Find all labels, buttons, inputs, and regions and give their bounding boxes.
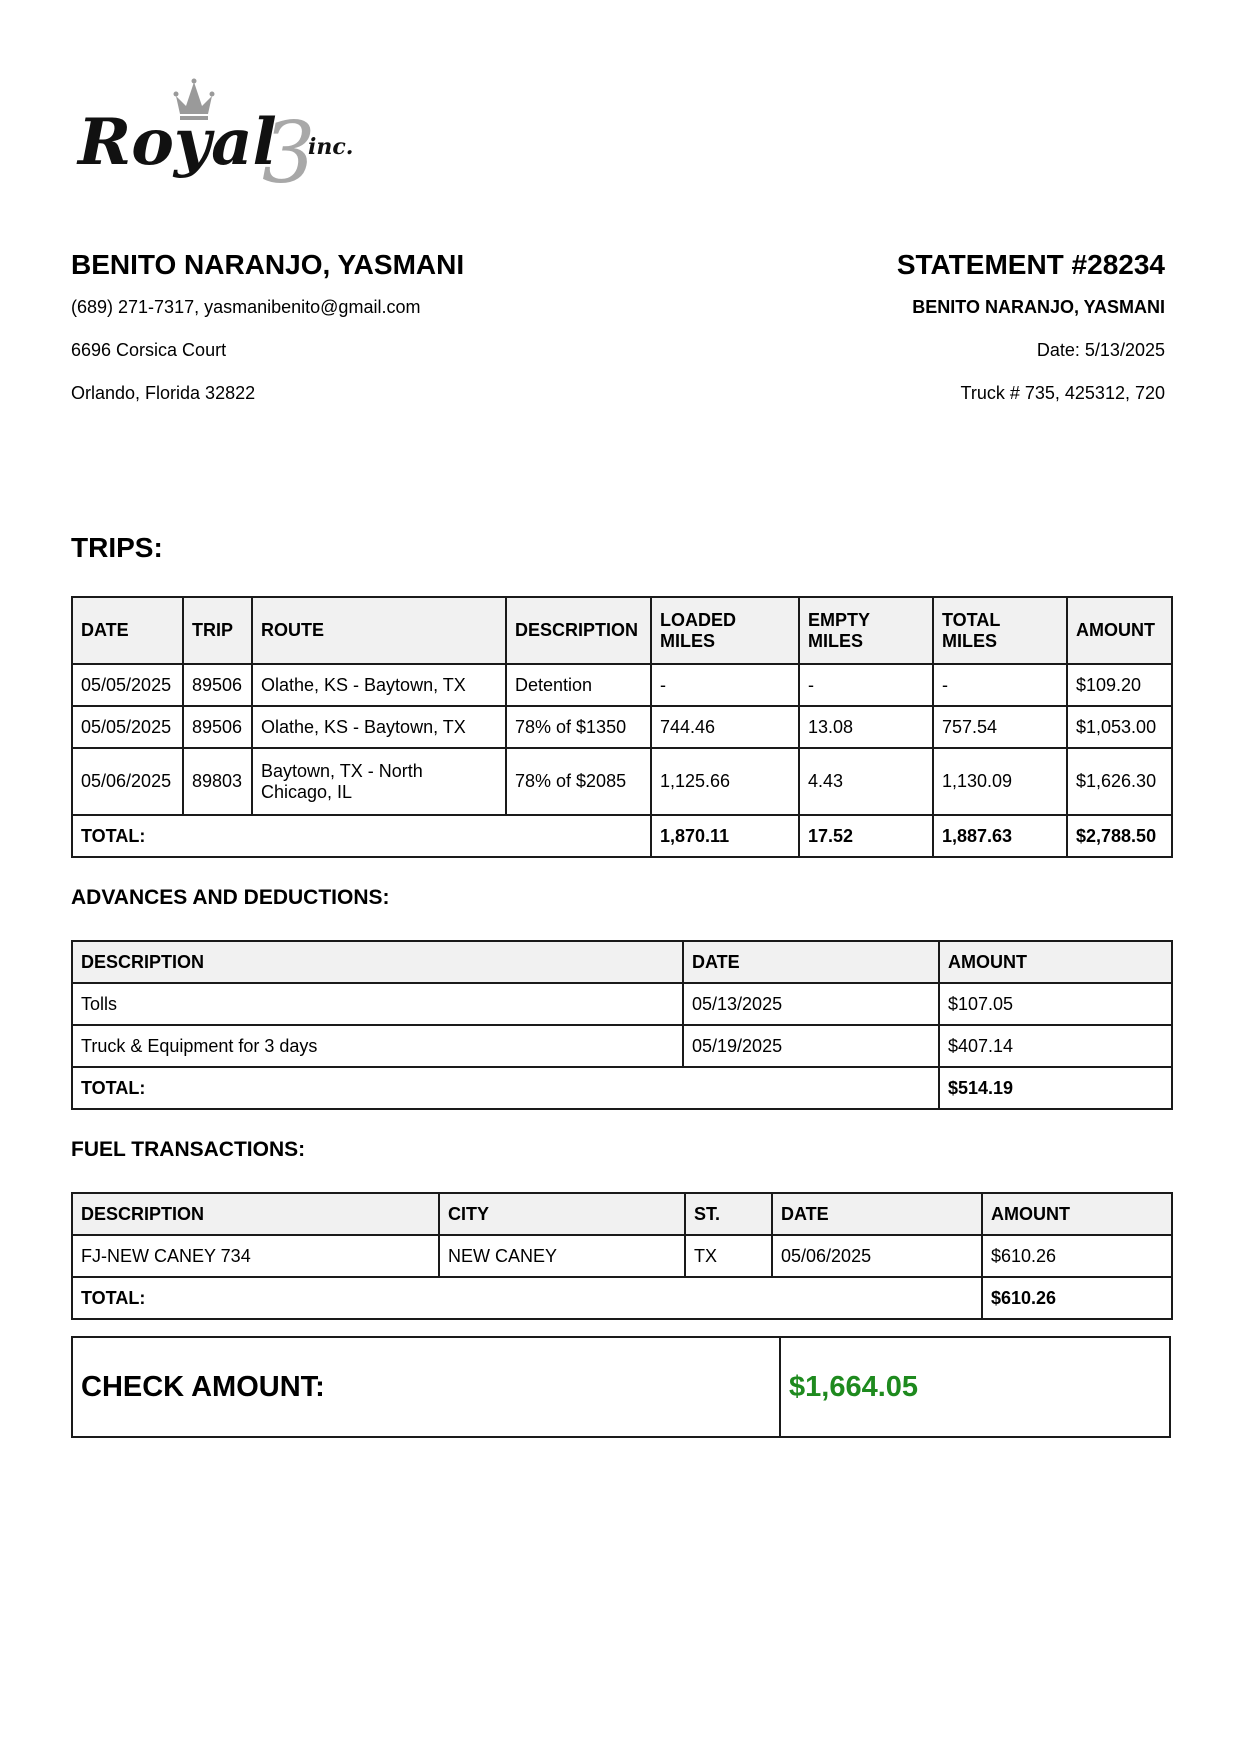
advances-total-row xyxy=(72,1067,1172,1109)
check-amount-value: $1,664.05 xyxy=(789,1370,919,1403)
check-amount-box xyxy=(71,1336,1171,1438)
table-row xyxy=(72,1235,1172,1277)
col-header-date: DATE xyxy=(72,597,183,664)
cell-total-miles: 757.54 xyxy=(933,706,1067,748)
cell-trip: 89506 xyxy=(183,664,252,706)
advances-title: ADVANCES AND DEDUCTIONS: xyxy=(71,886,390,909)
col-header-amount: AMOUNT xyxy=(939,941,1172,983)
driver-address-line1: 6696 Corsica Court xyxy=(71,340,227,360)
cell-description: FJ-NEW CANEY 734 xyxy=(72,1235,439,1277)
cell-description: 78% of $1350 xyxy=(506,706,651,748)
driver-name: BENITO NARANJO, YASMANI xyxy=(71,249,465,280)
table-row xyxy=(72,1025,1172,1067)
col-header-route: ROUTE xyxy=(252,597,506,664)
cell-loaded-miles: 1,125.66 xyxy=(651,748,799,815)
cell-total-miles: 1,130.09 xyxy=(933,748,1067,815)
cell-empty-miles: - xyxy=(799,664,933,706)
col-header-loaded-miles: LOADED MILES xyxy=(651,597,799,664)
fuel-table xyxy=(71,1192,1173,1320)
col-header-description: DESCRIPTION xyxy=(72,941,683,983)
cell-amount: $109.20 xyxy=(1067,664,1172,706)
cell-route: Baytown, TX - North Chicago, IL xyxy=(252,748,506,815)
advances-table xyxy=(71,940,1173,1110)
col-header-date: DATE xyxy=(683,941,939,983)
cell-amount: $407.14 xyxy=(939,1025,1172,1067)
col-header-state: ST. xyxy=(685,1193,772,1235)
advances-header-row xyxy=(72,941,1172,983)
cell-description: 78% of $2085 xyxy=(506,748,651,815)
col-header-date: DATE xyxy=(772,1193,982,1235)
cell-description: Tolls xyxy=(72,983,683,1025)
logo-numeral: 3 xyxy=(262,104,316,198)
cell-state: TX xyxy=(685,1235,772,1277)
fuel-title: FUEL TRANSACTIONS: xyxy=(71,1138,306,1161)
cell-trip: 89506 xyxy=(183,706,252,748)
logo-wordmark: Royal xyxy=(78,105,277,180)
driver-address-line2: Orlando, Florida 32822 xyxy=(71,383,256,403)
cell-city: NEW CANEY xyxy=(439,1235,685,1277)
trips-total-row xyxy=(72,815,1172,857)
statement-info xyxy=(605,248,1165,425)
driver-contact: (689) 271-7317, yasmanibenito@gmail.com xyxy=(71,297,421,317)
cell-empty-miles: 13.08 xyxy=(799,706,933,748)
col-header-empty-miles: EMPTY MILES xyxy=(799,597,933,664)
total-loaded-miles: 1,870.11 xyxy=(651,815,799,857)
cell-date: 05/19/2025 xyxy=(683,1025,939,1067)
trips-title: TRIPS: xyxy=(71,532,163,563)
check-amount-label: CHECK AMOUNT: xyxy=(73,1338,781,1436)
col-header-city: CITY xyxy=(439,1193,685,1235)
statement-date: Date: 5/13/2025 xyxy=(1036,340,1165,360)
total-amount: $514.19 xyxy=(939,1067,1172,1109)
cell-description: Detention xyxy=(506,664,651,706)
table-row xyxy=(72,748,1172,815)
col-header-total-miles: TOTAL MILES xyxy=(933,597,1067,664)
table-row xyxy=(72,706,1172,748)
total-empty-miles: 17.52 xyxy=(799,815,933,857)
total-label: TOTAL: xyxy=(72,1277,982,1319)
fuel-total-row xyxy=(72,1277,1172,1319)
col-header-description: DESCRIPTION xyxy=(506,597,651,664)
cell-total-miles: - xyxy=(933,664,1067,706)
cell-description: Truck & Equipment for 3 days xyxy=(72,1025,683,1067)
cell-date: 05/06/2025 xyxy=(772,1235,982,1277)
royal3-logo xyxy=(76,78,386,198)
cell-amount: $107.05 xyxy=(939,983,1172,1025)
cell-amount: $1,053.00 xyxy=(1067,706,1172,748)
table-row xyxy=(72,983,1172,1025)
cell-amount: $1,626.30 xyxy=(1067,748,1172,815)
table-row xyxy=(72,664,1172,706)
logo-suffix: inc. xyxy=(308,134,354,160)
col-header-amount: AMOUNT xyxy=(1067,597,1172,664)
trips-header-row xyxy=(72,597,1172,664)
statement-truck: Truck # 735, 425312, 720 xyxy=(960,383,1165,403)
col-header-description: DESCRIPTION xyxy=(72,1193,439,1235)
total-label: TOTAL: xyxy=(72,1067,939,1109)
total-miles: 1,887.63 xyxy=(933,815,1067,857)
fuel-header-row xyxy=(72,1193,1172,1235)
driver-info xyxy=(71,248,631,425)
cell-empty-miles: 4.43 xyxy=(799,748,933,815)
cell-date: 05/05/2025 xyxy=(72,706,183,748)
cell-loaded-miles: 744.46 xyxy=(651,706,799,748)
cell-loaded-miles: - xyxy=(651,664,799,706)
statement-name: BENITO NARANJO, YASMANI xyxy=(912,297,1165,317)
col-header-trip: TRIP xyxy=(183,597,252,664)
cell-date: 05/06/2025 xyxy=(72,748,183,815)
cell-trip: 89803 xyxy=(183,748,252,815)
total-amount: $610.26 xyxy=(982,1277,1172,1319)
cell-route: Olathe, KS - Baytown, TX xyxy=(252,706,506,748)
statement-title: STATEMENT #28234 xyxy=(896,249,1165,280)
col-header-amount: AMOUNT xyxy=(982,1193,1172,1235)
cell-amount: $610.26 xyxy=(982,1235,1172,1277)
cell-date: 05/13/2025 xyxy=(683,983,939,1025)
cell-date: 05/05/2025 xyxy=(72,664,183,706)
trips-table xyxy=(71,596,1173,858)
cell-route: Olathe, KS - Baytown, TX xyxy=(252,664,506,706)
total-label: TOTAL: xyxy=(72,815,651,857)
total-amount: $2,788.50 xyxy=(1067,815,1172,857)
